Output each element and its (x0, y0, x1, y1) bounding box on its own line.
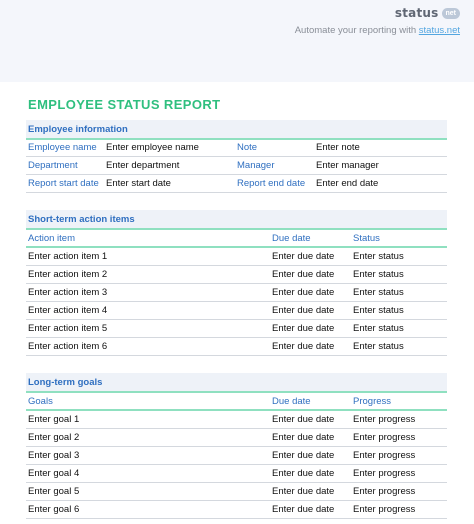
row-divider (26, 301, 447, 302)
due-date-cell[interactable]: Enter due date (272, 432, 335, 443)
row-divider (26, 446, 447, 447)
row-divider (26, 192, 447, 193)
tagline (295, 25, 460, 36)
tagline-text: Automate your reporting with (294, 25, 419, 36)
due-date-cell[interactable]: Enter due date (272, 287, 335, 298)
row-divider (26, 464, 447, 465)
employee-info-title: Employee information (28, 124, 128, 135)
progress-cell[interactable]: Enter progress (353, 450, 416, 461)
progress-cell[interactable]: Enter progress (353, 504, 416, 515)
row-divider (26, 156, 447, 157)
progress-cell[interactable]: Enter progress (353, 486, 416, 497)
report-start-date-label: Report start date (28, 178, 99, 189)
report-title: EMPLOYEE STATUS REPORT (28, 97, 221, 112)
report-start-date-value[interactable]: Enter start date (106, 178, 171, 189)
department-label: Department (28, 160, 78, 171)
action-item-cell[interactable]: Enter action item 3 (28, 287, 108, 298)
due-date-cell[interactable]: Enter due date (272, 305, 335, 316)
row-divider (26, 265, 447, 266)
row-divider (26, 355, 447, 356)
row-divider (26, 174, 447, 175)
status-cell[interactable]: Enter status (353, 305, 404, 316)
row-divider (26, 500, 447, 501)
short-term-header (26, 210, 447, 230)
due-date-cell[interactable]: Enter due date (272, 251, 335, 262)
department-value[interactable]: Enter department (106, 160, 180, 171)
column-header-goals: Goals (28, 396, 53, 407)
status-cell[interactable]: Enter status (353, 323, 404, 334)
note-label: Note (237, 142, 258, 153)
due-date-cell[interactable]: Enter due date (272, 450, 335, 461)
goal-cell[interactable]: Enter goal 1 (28, 414, 80, 425)
note-value[interactable]: Enter note (316, 142, 360, 153)
long-term-title: Long-term goals (28, 377, 103, 388)
goal-cell[interactable]: Enter goal 2 (28, 432, 80, 443)
row-divider (26, 337, 447, 338)
due-date-cell[interactable]: Enter due date (272, 269, 335, 280)
header-band (0, 0, 474, 82)
employee-info-header (26, 120, 447, 140)
header-divider (26, 246, 447, 248)
column-header-progress: Progress (353, 396, 392, 407)
due-date-cell[interactable]: Enter due date (272, 414, 335, 425)
goal-cell[interactable]: Enter goal 3 (28, 450, 80, 461)
status-net-logo[interactable] (395, 6, 460, 20)
due-date-cell[interactable]: Enter due date (272, 504, 335, 515)
action-item-cell[interactable]: Enter action item 6 (28, 341, 108, 352)
row-divider (26, 428, 447, 429)
status-cell[interactable]: Enter status (353, 341, 404, 352)
long-term-header (26, 373, 447, 393)
logo-badge: net (442, 8, 461, 19)
column-header-due-date: Due date (272, 233, 311, 244)
column-header-status: Status (353, 233, 380, 244)
action-item-cell[interactable]: Enter action item 5 (28, 323, 108, 334)
logo-wordmark: status (394, 6, 439, 20)
column-header-action-item: Action item (28, 233, 75, 244)
progress-cell[interactable]: Enter progress (353, 414, 416, 425)
status-cell[interactable]: Enter status (353, 287, 404, 298)
column-header-due-date: Due date (272, 396, 311, 407)
header-divider (26, 409, 447, 411)
goal-cell[interactable]: Enter goal 6 (28, 504, 80, 515)
short-term-title: Short-term action items (28, 214, 135, 225)
report-end-date-label: Report end date (237, 178, 306, 189)
row-divider (26, 482, 447, 483)
goal-cell[interactable]: Enter goal 5 (28, 486, 80, 497)
manager-label: Manager (237, 160, 275, 171)
employee-name-label: Employee name (28, 142, 97, 153)
progress-cell[interactable]: Enter progress (353, 432, 416, 443)
manager-value[interactable]: Enter manager (316, 160, 379, 171)
tagline-link[interactable]: status.net (418, 25, 460, 36)
status-cell[interactable]: Enter status (353, 269, 404, 280)
action-item-cell[interactable]: Enter action item 1 (28, 251, 108, 262)
row-divider (26, 283, 447, 284)
due-date-cell[interactable]: Enter due date (272, 341, 335, 352)
action-item-cell[interactable]: Enter action item 4 (28, 305, 108, 316)
due-date-cell[interactable]: Enter due date (272, 468, 335, 479)
progress-cell[interactable]: Enter progress (353, 468, 416, 479)
employee-name-value[interactable]: Enter employee name (106, 142, 199, 153)
row-divider (26, 319, 447, 320)
status-cell[interactable]: Enter status (353, 251, 404, 262)
row-divider (26, 518, 447, 519)
goal-cell[interactable]: Enter goal 4 (28, 468, 80, 479)
due-date-cell[interactable]: Enter due date (272, 486, 335, 497)
due-date-cell[interactable]: Enter due date (272, 323, 335, 334)
report-end-date-value[interactable]: Enter end date (316, 178, 379, 189)
action-item-cell[interactable]: Enter action item 2 (28, 269, 108, 280)
